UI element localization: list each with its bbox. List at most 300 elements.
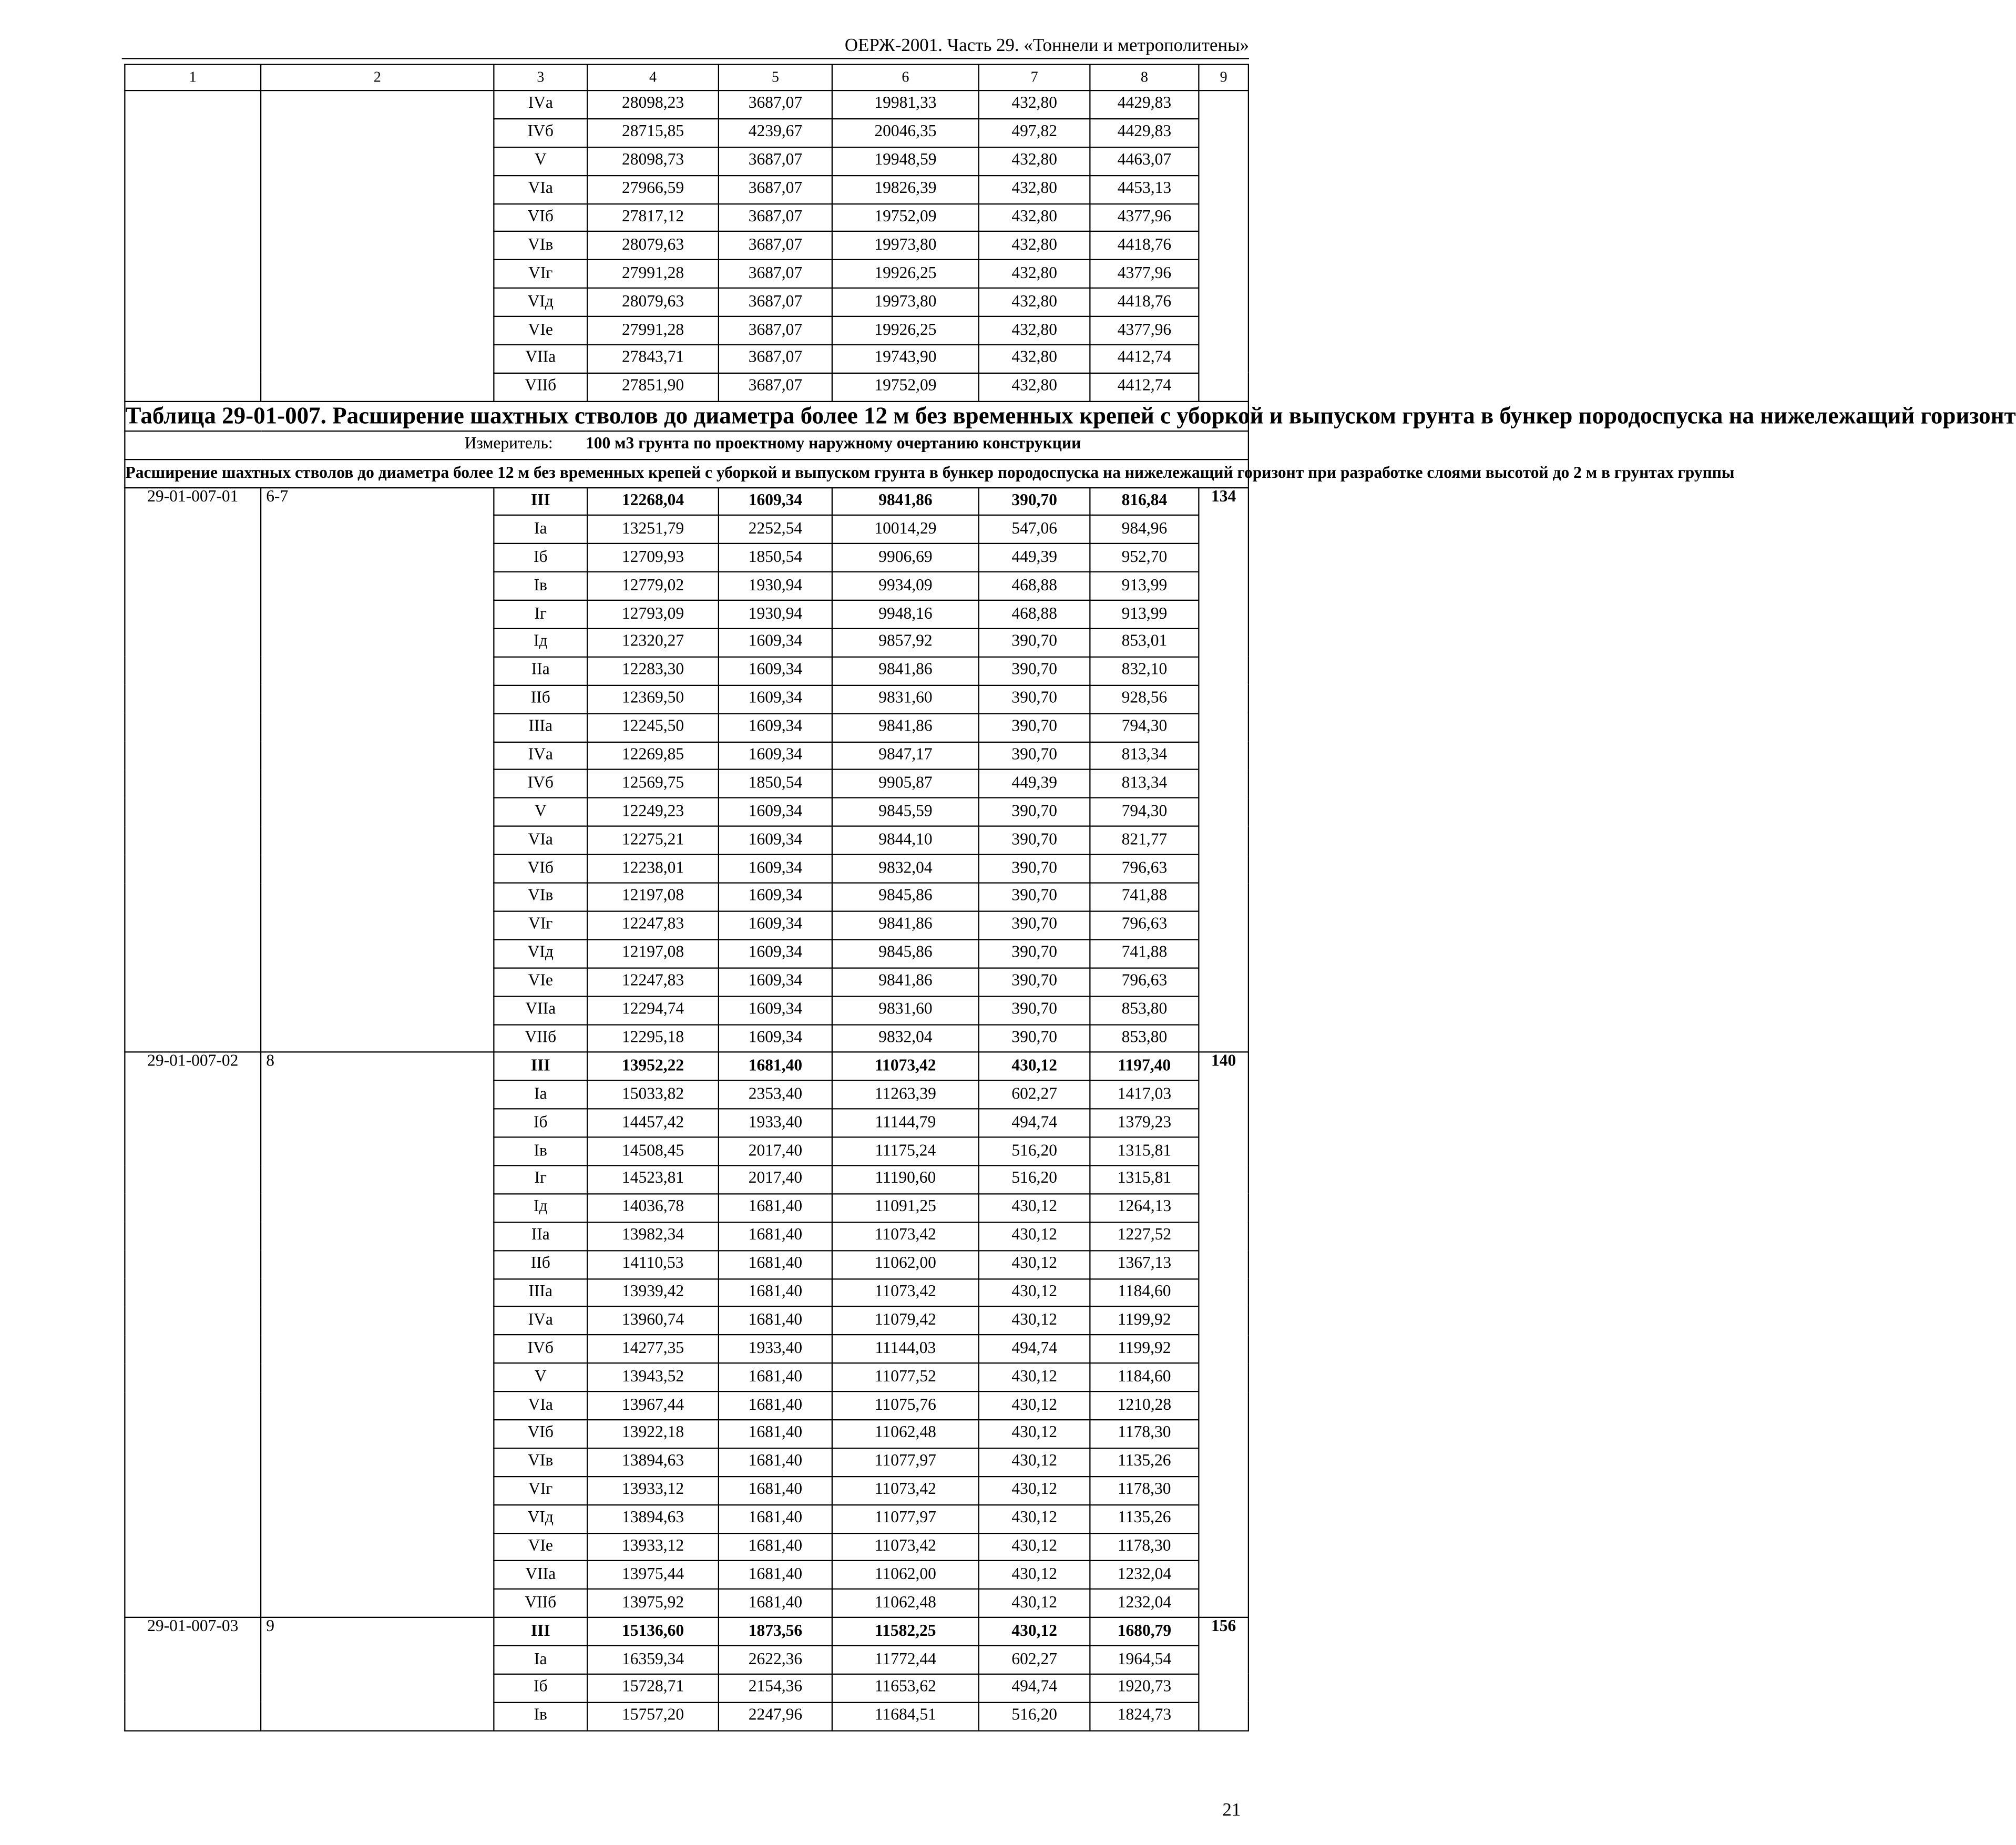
table-cell: 9832,04 xyxy=(832,855,979,883)
table-cell: 3687,07 xyxy=(719,260,832,289)
table-cell: 794,30 xyxy=(1090,713,1199,742)
table-cell: 432,80 xyxy=(979,90,1090,119)
table-cell: 832,10 xyxy=(1090,657,1199,685)
table-cell: 1681,40 xyxy=(719,1448,832,1477)
soil-group: 9 xyxy=(261,1617,494,1730)
table-cell: Iб xyxy=(494,544,587,572)
table-cell: 11062,00 xyxy=(832,1561,979,1590)
rate-code: 29-01-007-01 xyxy=(125,487,261,1052)
table-cell: 432,80 xyxy=(979,203,1090,232)
table-cell: 12295,18 xyxy=(587,1024,719,1053)
table-cell: 4429,83 xyxy=(1090,90,1199,119)
table-cell: VIв xyxy=(494,883,587,911)
table-cell: 11062,48 xyxy=(832,1420,979,1448)
table-cell: 390,70 xyxy=(979,685,1090,713)
table-cell: 14457,42 xyxy=(587,1109,719,1137)
table-cell: VIб xyxy=(494,1420,587,1448)
header-rule xyxy=(122,58,1249,59)
table-cell: 390,70 xyxy=(979,713,1090,742)
table-cell: 794,30 xyxy=(1090,798,1199,826)
table-cell: 13952,22 xyxy=(587,1052,719,1081)
table-cell: 13894,63 xyxy=(587,1448,719,1477)
table-cell: 813,34 xyxy=(1090,770,1199,798)
col9-value: 140 xyxy=(1199,1052,1249,1617)
description: Расширение шахтных стволов до диаметра более 12 м без временных крепей с уборкой и выпуском грунта в бункер породоспуска на нижележащий горизонт при разработке слоями высотой до 2 м в грунтах группы xyxy=(125,459,1249,487)
table-cell: 390,70 xyxy=(979,798,1090,826)
table-cell: 10014,29 xyxy=(832,516,979,544)
table-cell: 13939,42 xyxy=(587,1278,719,1307)
table-cell: 12269,85 xyxy=(587,742,719,770)
table-cell: 14523,81 xyxy=(587,1165,719,1194)
table-cell: III xyxy=(494,487,587,516)
table-cell: 13960,74 xyxy=(587,1307,719,1335)
table-cell: 9831,60 xyxy=(832,996,979,1024)
table-cell: 13251,79 xyxy=(587,516,719,544)
table-cell: 15757,20 xyxy=(587,1703,719,1731)
table-cell: 19743,90 xyxy=(832,345,979,373)
table-cell: 430,12 xyxy=(979,1307,1090,1335)
running-header: ОЕРЖ-2001. Часть 29. «Тоннели и метрополитены» xyxy=(844,35,1249,56)
table-cell: 19826,39 xyxy=(832,175,979,203)
table-cell: 12197,08 xyxy=(587,939,719,968)
table-cell: 1933,40 xyxy=(719,1109,832,1137)
table-cell: IIа xyxy=(494,1222,587,1250)
table-cell: 14277,35 xyxy=(587,1335,719,1364)
table-cell: 1681,40 xyxy=(719,1477,832,1505)
table-cell: 853,80 xyxy=(1090,1024,1199,1053)
table-cell: 853,80 xyxy=(1090,996,1199,1024)
table-cell: 3687,07 xyxy=(719,345,832,373)
table-cell: 449,39 xyxy=(979,770,1090,798)
column-number: 4 xyxy=(587,65,719,91)
table-cell: 13933,12 xyxy=(587,1477,719,1505)
table-cell: V xyxy=(494,798,587,826)
table-cell: 11091,25 xyxy=(832,1194,979,1222)
table-cell: 928,56 xyxy=(1090,685,1199,713)
table-cell: 449,39 xyxy=(979,544,1090,572)
table-cell: III xyxy=(494,1052,587,1081)
table-cell: 390,70 xyxy=(979,939,1090,968)
description-row xyxy=(125,459,1249,487)
table-cell: 28715,85 xyxy=(587,119,719,147)
table-cell: 1609,34 xyxy=(719,939,832,968)
table-cell: VIIб xyxy=(494,373,587,402)
table-cell: 390,70 xyxy=(979,911,1090,939)
table-cell: Iг xyxy=(494,1165,587,1194)
table-cell: 1379,23 xyxy=(1090,1109,1199,1137)
table-cell: VIд xyxy=(494,1504,587,1533)
table-cell: IIб xyxy=(494,685,587,713)
table-cell: 13943,52 xyxy=(587,1364,719,1392)
table-cell: 1210,28 xyxy=(1090,1391,1199,1420)
table-cell: 3687,07 xyxy=(719,316,832,345)
table-cell: 390,70 xyxy=(979,883,1090,911)
table-cell: 3687,07 xyxy=(719,147,832,176)
table-cell: 13933,12 xyxy=(587,1533,719,1561)
table-cell: 11073,42 xyxy=(832,1222,979,1250)
table-cell: Iд xyxy=(494,629,587,657)
rates-table xyxy=(124,64,2016,1731)
table-cell: 2154,36 xyxy=(719,1674,832,1703)
table-cell: 984,96 xyxy=(1090,516,1199,544)
table-cell: 1609,34 xyxy=(719,629,832,657)
table-cell: 15728,71 xyxy=(587,1674,719,1703)
table-cell: 4377,96 xyxy=(1090,260,1199,289)
table-cell: 430,12 xyxy=(979,1420,1090,1448)
table-cell: 1681,40 xyxy=(719,1278,832,1307)
table-cell: 14036,78 xyxy=(587,1194,719,1222)
table-cell: VIа xyxy=(494,175,587,203)
table-cell: 1609,34 xyxy=(719,968,832,996)
table-cell: 3687,07 xyxy=(719,288,832,316)
table-cell: 430,12 xyxy=(979,1561,1090,1590)
table-cell: 952,70 xyxy=(1090,544,1199,572)
table-cell: V xyxy=(494,147,587,176)
table-cell: 2252,54 xyxy=(719,516,832,544)
table-cell: 1135,26 xyxy=(1090,1504,1199,1533)
table-cell: 432,80 xyxy=(979,345,1090,373)
table-cell: 741,88 xyxy=(1090,939,1199,968)
table-cell: 1609,34 xyxy=(719,742,832,770)
table-cell: 390,70 xyxy=(979,487,1090,516)
table-row xyxy=(125,90,1249,119)
table-cell: 11073,42 xyxy=(832,1052,979,1081)
table-cell: 1609,34 xyxy=(719,855,832,883)
table-cell: 13975,44 xyxy=(587,1561,719,1590)
table-cell: 27851,90 xyxy=(587,373,719,402)
table-cell: 1681,40 xyxy=(719,1307,832,1335)
measure-label: Измеритель: xyxy=(464,435,553,454)
table-cell: 19981,33 xyxy=(832,90,979,119)
table-cell: 1609,34 xyxy=(719,487,832,516)
table-cell: VIIа xyxy=(494,996,587,1024)
table-cell: 3687,07 xyxy=(719,232,832,260)
table-cell: VIв xyxy=(494,232,587,260)
table-cell: 432,80 xyxy=(979,260,1090,289)
table-cell: 12249,23 xyxy=(587,798,719,826)
table-cell: Iв xyxy=(494,1703,587,1731)
table-cell: 430,12 xyxy=(979,1391,1090,1420)
table-title-row xyxy=(125,401,1249,430)
table-cell: IIIа xyxy=(494,1278,587,1307)
soil-group: 8 xyxy=(261,1052,494,1617)
table-cell: 9841,86 xyxy=(832,968,979,996)
table-cell: 11684,51 xyxy=(832,1703,979,1731)
table-cell: 430,12 xyxy=(979,1617,1090,1646)
table-cell: 11582,25 xyxy=(832,1617,979,1646)
table-cell: 19973,80 xyxy=(832,288,979,316)
table-cell: 2017,40 xyxy=(719,1137,832,1166)
table-cell: 1609,34 xyxy=(719,883,832,911)
table-cell: 12320,27 xyxy=(587,629,719,657)
table-cell: 11175,24 xyxy=(832,1137,979,1166)
table-cell: 14110,53 xyxy=(587,1250,719,1279)
table-cell: 19752,09 xyxy=(832,203,979,232)
table-cell: 1199,92 xyxy=(1090,1335,1199,1364)
table-cell: 4453,13 xyxy=(1090,175,1199,203)
table-cell: 12569,75 xyxy=(587,770,719,798)
table-cell: 1609,34 xyxy=(719,826,832,855)
table-cell: 2247,96 xyxy=(719,1703,832,1731)
table-cell: 432,80 xyxy=(979,175,1090,203)
table-cell: 516,20 xyxy=(979,1165,1090,1194)
table-cell: IVб xyxy=(494,119,587,147)
column-number: 7 xyxy=(979,65,1090,91)
table-cell: 430,12 xyxy=(979,1504,1090,1533)
table-cell: 9934,09 xyxy=(832,572,979,600)
table-cell: 9845,59 xyxy=(832,798,979,826)
table-cell: 15136,60 xyxy=(587,1617,719,1646)
table-cell: 11073,42 xyxy=(832,1533,979,1561)
table-cell: 2017,40 xyxy=(719,1165,832,1194)
table-cell: 1824,73 xyxy=(1090,1703,1199,1731)
table-cell: IVа xyxy=(494,742,587,770)
table-cell: Iа xyxy=(494,1646,587,1674)
table-cell: 19948,59 xyxy=(832,147,979,176)
table-cell: 432,80 xyxy=(979,147,1090,176)
table-cell: 432,80 xyxy=(979,316,1090,345)
table-cell: 430,12 xyxy=(979,1250,1090,1279)
table-cell: 1681,40 xyxy=(719,1504,832,1533)
table-cell: 813,34 xyxy=(1090,742,1199,770)
table-cell: 12294,74 xyxy=(587,996,719,1024)
table-cell: 11075,76 xyxy=(832,1391,979,1420)
table-cell: 13982,34 xyxy=(587,1222,719,1250)
table-cell: 432,80 xyxy=(979,232,1090,260)
table-cell: 13967,44 xyxy=(587,1391,719,1420)
table-cell: 430,12 xyxy=(979,1533,1090,1561)
table-cell: 1367,13 xyxy=(1090,1250,1199,1279)
column-number: 5 xyxy=(719,65,832,91)
table-cell: IVб xyxy=(494,770,587,798)
table-cell: 12709,93 xyxy=(587,544,719,572)
page-number: 21 xyxy=(1222,1800,1241,1820)
table-cell: 4429,83 xyxy=(1090,119,1199,147)
table-cell: 12779,02 xyxy=(587,572,719,600)
table-cell: 28098,23 xyxy=(587,90,719,119)
table-cell: 1184,60 xyxy=(1090,1364,1199,1392)
table-cell: 4239,67 xyxy=(719,119,832,147)
table-cell: VIе xyxy=(494,968,587,996)
table-cell: VIа xyxy=(494,1391,587,1420)
table-cell: 11073,42 xyxy=(832,1477,979,1505)
table-cell: 430,12 xyxy=(979,1364,1090,1392)
table-cell: 913,99 xyxy=(1090,572,1199,600)
table-cell: 1873,56 xyxy=(719,1617,832,1646)
table-cell: 1681,40 xyxy=(719,1194,832,1222)
table-cell: 12283,30 xyxy=(587,657,719,685)
soil-cell-blank xyxy=(261,90,494,401)
table-cell: 1681,40 xyxy=(719,1533,832,1561)
table-cell: 1315,81 xyxy=(1090,1165,1199,1194)
table-cell: 1920,73 xyxy=(1090,1674,1199,1703)
table-cell: 547,06 xyxy=(979,516,1090,544)
measure-value: 100 м3 грунта по проектному наружному очертанию конструкции xyxy=(585,435,1081,454)
table-cell: 27817,12 xyxy=(587,203,719,232)
table-cell: 430,12 xyxy=(979,1222,1090,1250)
col9-value: 156 xyxy=(1199,1617,1249,1730)
table-cell: 2353,40 xyxy=(719,1081,832,1109)
table-cell: 1232,04 xyxy=(1090,1561,1199,1590)
table-cell: 432,80 xyxy=(979,373,1090,402)
table-cell: 390,70 xyxy=(979,657,1090,685)
table-cell: VIIа xyxy=(494,345,587,373)
rate-code: 29-01-007-02 xyxy=(125,1052,261,1617)
table-cell: 27843,71 xyxy=(587,345,719,373)
table-cell: 12197,08 xyxy=(587,883,719,911)
table-cell: IIIа xyxy=(494,713,587,742)
col9-value: 134 xyxy=(1199,487,1249,1052)
table-cell: 11190,60 xyxy=(832,1165,979,1194)
table-cell: Iг xyxy=(494,600,587,629)
table-cell: Iб xyxy=(494,1674,587,1703)
table-cell: 12369,50 xyxy=(587,685,719,713)
column-number: 9 xyxy=(1199,65,1249,91)
table-cell: 27991,28 xyxy=(587,316,719,345)
table-cell: 11062,48 xyxy=(832,1590,979,1618)
table-cell: 1933,40 xyxy=(719,1335,832,1364)
table-row xyxy=(125,1617,1249,1646)
table-cell: 11073,42 xyxy=(832,1278,979,1307)
table-cell: 853,01 xyxy=(1090,629,1199,657)
table-cell: 602,27 xyxy=(979,1081,1090,1109)
table-cell: 390,70 xyxy=(979,1024,1090,1053)
table-cell: 27991,28 xyxy=(587,260,719,289)
table-cell: 796,63 xyxy=(1090,968,1199,996)
table-cell: 390,70 xyxy=(979,855,1090,883)
table-cell: 1315,81 xyxy=(1090,1137,1199,1166)
table-cell: 796,63 xyxy=(1090,855,1199,883)
table-title: Таблица 29-01-007. Расширение шахтных стволов до диаметра более 12 м без временных крепей с уборкой и выпуском грунта в бункер породоспуска на нижележащий горизонт xyxy=(125,401,1249,430)
table-cell: 494,74 xyxy=(979,1674,1090,1703)
table-cell: 3687,07 xyxy=(719,175,832,203)
col9-cell-blank xyxy=(1199,90,1249,401)
table-cell: 1197,40 xyxy=(1090,1052,1199,1081)
table-cell: 11077,97 xyxy=(832,1448,979,1477)
rate-code: 29-01-007-03 xyxy=(125,1617,261,1730)
table-cell: 1178,30 xyxy=(1090,1533,1199,1561)
table-cell: VIг xyxy=(494,1477,587,1505)
table-cell: V xyxy=(494,1364,587,1392)
table-cell: 16359,34 xyxy=(587,1646,719,1674)
code-cell-blank xyxy=(125,90,261,401)
table-cell: 13975,92 xyxy=(587,1590,719,1618)
table-cell: Iд xyxy=(494,1194,587,1222)
table-cell: VIд xyxy=(494,939,587,968)
table-cell: 390,70 xyxy=(979,996,1090,1024)
table-cell: 9841,86 xyxy=(832,911,979,939)
table-cell: 1264,13 xyxy=(1090,1194,1199,1222)
table-cell: 27966,59 xyxy=(587,175,719,203)
table-cell: 1178,30 xyxy=(1090,1420,1199,1448)
table-row xyxy=(125,1052,1249,1081)
table-cell: 468,88 xyxy=(979,600,1090,629)
table-cell: 468,88 xyxy=(979,572,1090,600)
table-cell: Iа xyxy=(494,1081,587,1109)
table-cell: 9832,04 xyxy=(832,1024,979,1053)
table-cell: 4463,07 xyxy=(1090,147,1199,176)
table-cell: VIе xyxy=(494,1533,587,1561)
table-cell: 1964,54 xyxy=(1090,1646,1199,1674)
table-cell: 1135,26 xyxy=(1090,1448,1199,1477)
table-cell: IVа xyxy=(494,90,587,119)
table-cell: 1184,60 xyxy=(1090,1278,1199,1307)
table-cell: 9847,17 xyxy=(832,742,979,770)
table-cell: 12238,01 xyxy=(587,855,719,883)
table-cell: 1681,40 xyxy=(719,1561,832,1590)
table-cell: 1417,03 xyxy=(1090,1081,1199,1109)
table-cell: 821,77 xyxy=(1090,826,1199,855)
table-cell: 12793,09 xyxy=(587,600,719,629)
table-cell: 390,70 xyxy=(979,742,1090,770)
table-cell: 1681,40 xyxy=(719,1052,832,1081)
table-cell: 4412,74 xyxy=(1090,373,1199,402)
table-cell: 9841,86 xyxy=(832,487,979,516)
table-cell: VIб xyxy=(494,203,587,232)
table-cell: 1178,30 xyxy=(1090,1477,1199,1505)
column-number: 3 xyxy=(494,65,587,91)
table-cell: 28098,73 xyxy=(587,147,719,176)
table-cell: III xyxy=(494,1617,587,1646)
table-cell: 11144,79 xyxy=(832,1109,979,1137)
table-cell: 796,63 xyxy=(1090,911,1199,939)
table-cell: 28079,63 xyxy=(587,232,719,260)
table-cell: 1850,54 xyxy=(719,770,832,798)
table-cell: 602,27 xyxy=(979,1646,1090,1674)
table-cell: VIг xyxy=(494,911,587,939)
table-cell: IIа xyxy=(494,657,587,685)
table-cell: 1609,34 xyxy=(719,657,832,685)
table-cell: 494,74 xyxy=(979,1335,1090,1364)
table-cell: 913,99 xyxy=(1090,600,1199,629)
table-cell: 19926,25 xyxy=(832,260,979,289)
table-cell: IIб xyxy=(494,1250,587,1279)
table-cell: 1609,34 xyxy=(719,798,832,826)
table-cell: 2622,36 xyxy=(719,1646,832,1674)
table-cell: 9857,92 xyxy=(832,629,979,657)
column-number: 2 xyxy=(261,65,494,91)
table-cell: 9844,10 xyxy=(832,826,979,855)
table-cell: Iа xyxy=(494,516,587,544)
table-cell: 9841,86 xyxy=(832,713,979,742)
table-cell: 816,84 xyxy=(1090,487,1199,516)
table-cell: VIIа xyxy=(494,1561,587,1590)
table-cell: VIг xyxy=(494,260,587,289)
column-number: 8 xyxy=(1090,65,1199,91)
table-cell: 9831,60 xyxy=(832,685,979,713)
column-number: 6 xyxy=(832,65,979,91)
table-cell: 12245,50 xyxy=(587,713,719,742)
table-cell: 1609,34 xyxy=(719,685,832,713)
table-cell: VIIб xyxy=(494,1024,587,1053)
table-cell: 741,88 xyxy=(1090,883,1199,911)
table-cell: 4377,96 xyxy=(1090,316,1199,345)
table-cell: VIб xyxy=(494,855,587,883)
table-cell: 1232,04 xyxy=(1090,1590,1199,1618)
table-cell: 4412,74 xyxy=(1090,345,1199,373)
table-cell: 1609,34 xyxy=(719,713,832,742)
table-cell: 11077,52 xyxy=(832,1364,979,1392)
table-cell: 9841,86 xyxy=(832,657,979,685)
table-cell: 516,20 xyxy=(979,1703,1090,1731)
table-cell: 13922,18 xyxy=(587,1420,719,1448)
table-cell: 20046,35 xyxy=(832,119,979,147)
table-cell: 1681,40 xyxy=(719,1391,832,1420)
table-cell: 4418,76 xyxy=(1090,288,1199,316)
table-cell: 13894,63 xyxy=(587,1504,719,1533)
table-cell: 4377,96 xyxy=(1090,203,1199,232)
table-cell: 11263,39 xyxy=(832,1081,979,1109)
